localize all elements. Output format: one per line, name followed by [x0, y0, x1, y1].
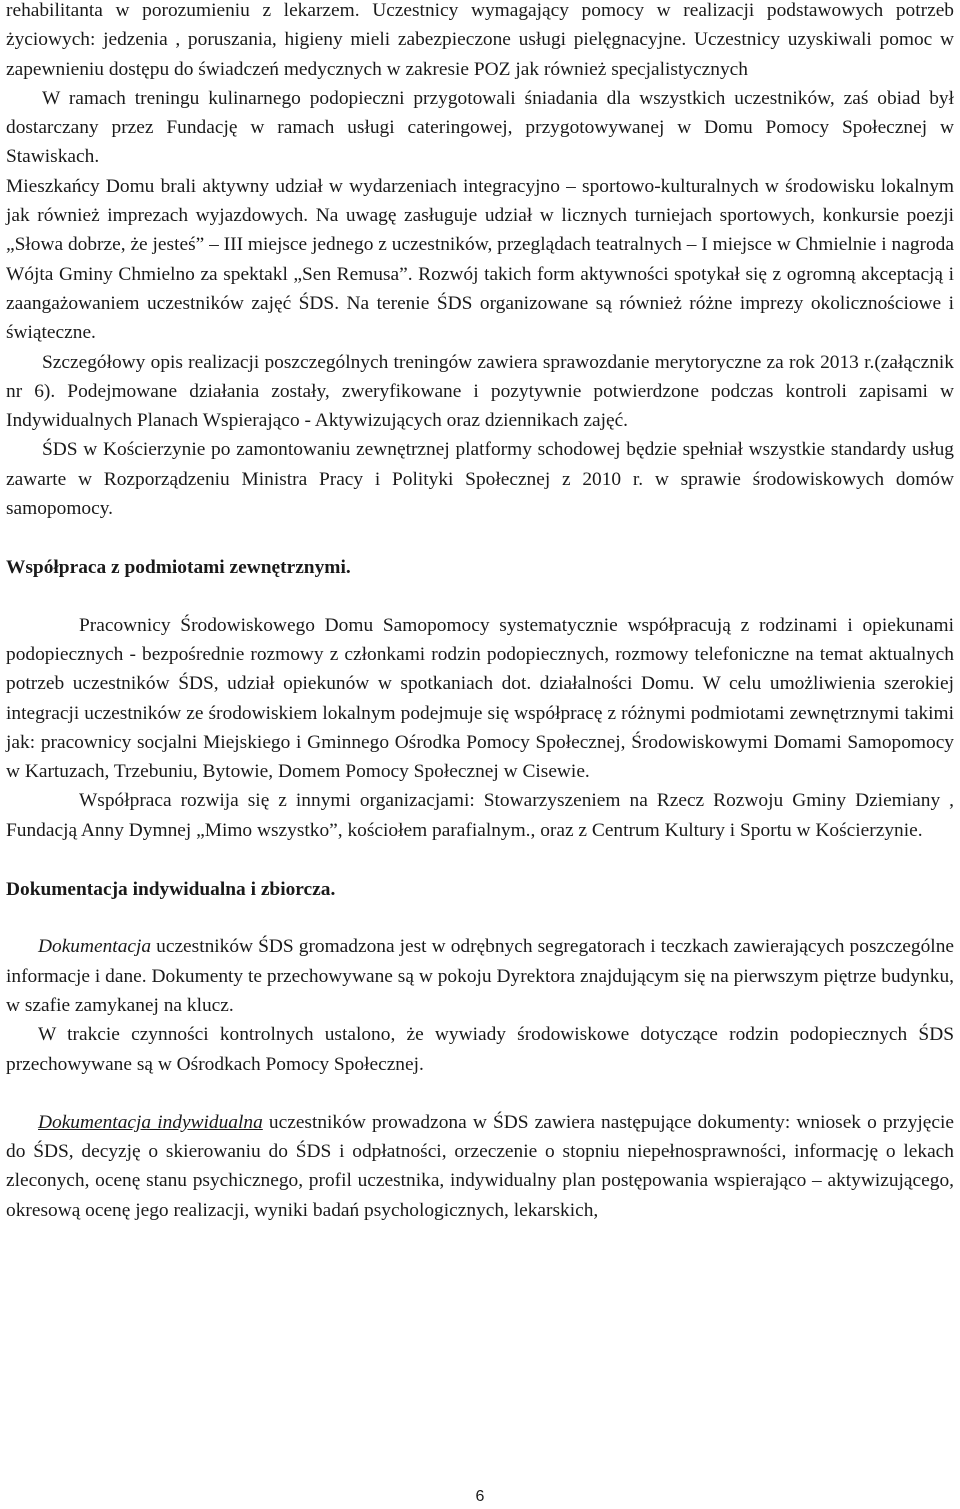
heading-cooperation: Współpraca z podmiotami zewnętrznymi. [6, 557, 351, 579]
paragraph-standards: ŚDS w Kościerzynie po zamontowaniu zewnętrznej platformy schodowej będzie spełniał wszystkie standardy usług zawarte w Rozporządzeniu Ministra Pracy i Polityki Społecznej z 2010 r. w sprawie środowiskowych domów samopomocy. [6, 439, 954, 520]
individual-documentation-term: Dokumentacja indywidualna [38, 1111, 263, 1133]
paragraph-cooperation-families: Pracownicy Środowiskowego Domu Samopomocy systematycznie współpracują z rodzinami i opiekunami podopiecznych - bezpośrednie rozmowy z członkami rodzin podopiecznych, rozmowy telefoniczne na temat aktualnych potrzeb uczestników ŚDS, udział opiekunów w spotkaniach dot. działalności Domu. W celu umożliwienia szerokiej integracji uczestników ze środowiskiem lokalnym podejmuje się współpracę z różnymi podmiotami zewnętrznymi takimi jak: pracownicy socjalni Miejskiego i Gminnego Ośrodka Pomocy Społecznej, Środowiskowymi Domami Samopomocy w Kartuzach, Trzebuniu, Bytowie, Domem Pomocy Społecznej w Cisewie. [6, 614, 954, 783]
paragraph-cooperation-organizations: Współpraca rozwija się z innymi organizacjami: Stowarzyszeniem na Rzecz Rozwoju Gminy Dziemiany , Fundacją Anny Dymnej „Mimo wszystko”, kościołem parafialnym., oraz z Centrum Kultury i Sportu w Kościerzynie. [6, 790, 954, 841]
paragraph-individual-documentation [6, 1108, 954, 1225]
individual-documentation-text: uczestników prowadzona w ŚDS zawiera następujące dokumenty: wniosek o przyjęcie do ŚDS, decyzję o skierowaniu do ŚDS i odpłatności, orzeczenie o stopniu niepełnosprawności, informację o lekach zleconych, ocenę stanu psychicznego, profil uczestnika, indywidualny plan postępowania wspierająco – aktywizującego, okresową ocenę jego realizacji, wyniki badań psychologicznych, lekarskich, [6, 1111, 954, 1221]
paragraph-interviews: W trakcie czynności kontrolnych ustalono, że wywiady środowiskowe dotyczące rodzin podopiecznych ŚDS przechowywane są w Ośrodkach Pomocy Społecznej. [6, 1024, 954, 1075]
paragraph-integration-events: Mieszkańcy Domu brali aktywny udział w wydarzeniach integracyjno – sportowo-kulturalnych w środowisku lokalnym jak również imprezach wyjazdowych. Na uwagę zasługuje udział w licznych turniejach sportowych, konkursie poezji „Słowa dobrze, że jesteś” – III miejsce jednego z uczestników, przeglądach teatralnych – I miejsce w Chmielnie i nagroda Wójta Gminy Chmielno za spektakl „Sen Remusa”. Rozwój takich form aktywności spotykał się z ogromną akceptacją i zaangażowaniem uczestników zajęć ŚDS. Na terenie ŚDS organizowane są również różne imprezy okolicznościowe i świąteczne. [6, 175, 954, 344]
documentation-storage-text: uczestników ŚDS gromadzona jest w odrębnych segregatorach i teczkach zawierających poszczególne informacje i dane. Dokumenty te przechowywane są w pokoju Dyrektora znajdującym się na pierwszym piętrze budynku, w szafie zamykanej na klucz. [6, 936, 954, 1016]
paragraph-documentation-storage [6, 932, 954, 1020]
page-number: 6 [475, 1488, 485, 1505]
document-page [6, 0, 954, 1225]
paragraph-training-details: Szczegółowy opis realizacji poszczególnych treningów zawiera sprawozdanie merytoryczne za rok 2013 r.(załącznik nr 6). Podejmowane działania zostały, zweryfikowane i pozytywnie potwierdzone podczas kontroli zapisami w Indywidualnych Planach Wspierająco - Aktywizujących oraz dziennikach zajęć. [6, 351, 954, 432]
heading-documentation: Dokumentacja indywidualna i zbiorcza. [6, 879, 336, 901]
paragraph-cooking-training: W ramach treningu kulinarnego podopieczni przygotowali śniadania dla wszystkich uczestników, zaś obiad był dostarczany przez Fundację w ramach usługi cateringowej, przygotowywanej w Domu Pomocy Społecznej w Stawiskach. [6, 87, 954, 168]
documentation-term: Dokumentacja [38, 936, 152, 958]
paragraph-care-services: rehabilitanta w porozumieniu z lekarzem. Uczestnicy wymagający pomocy w realizacji podstawowych potrzeb życiowych: jedzenia , poruszania, higieny mieli zabezpieczone usługi pielęgnacyjne. Uczestnicy uzyskiwali pomoc w zapewnieniu dostępu do świadczeń medycznych w zakresie POZ jak również specjalistycznych [6, 0, 954, 80]
